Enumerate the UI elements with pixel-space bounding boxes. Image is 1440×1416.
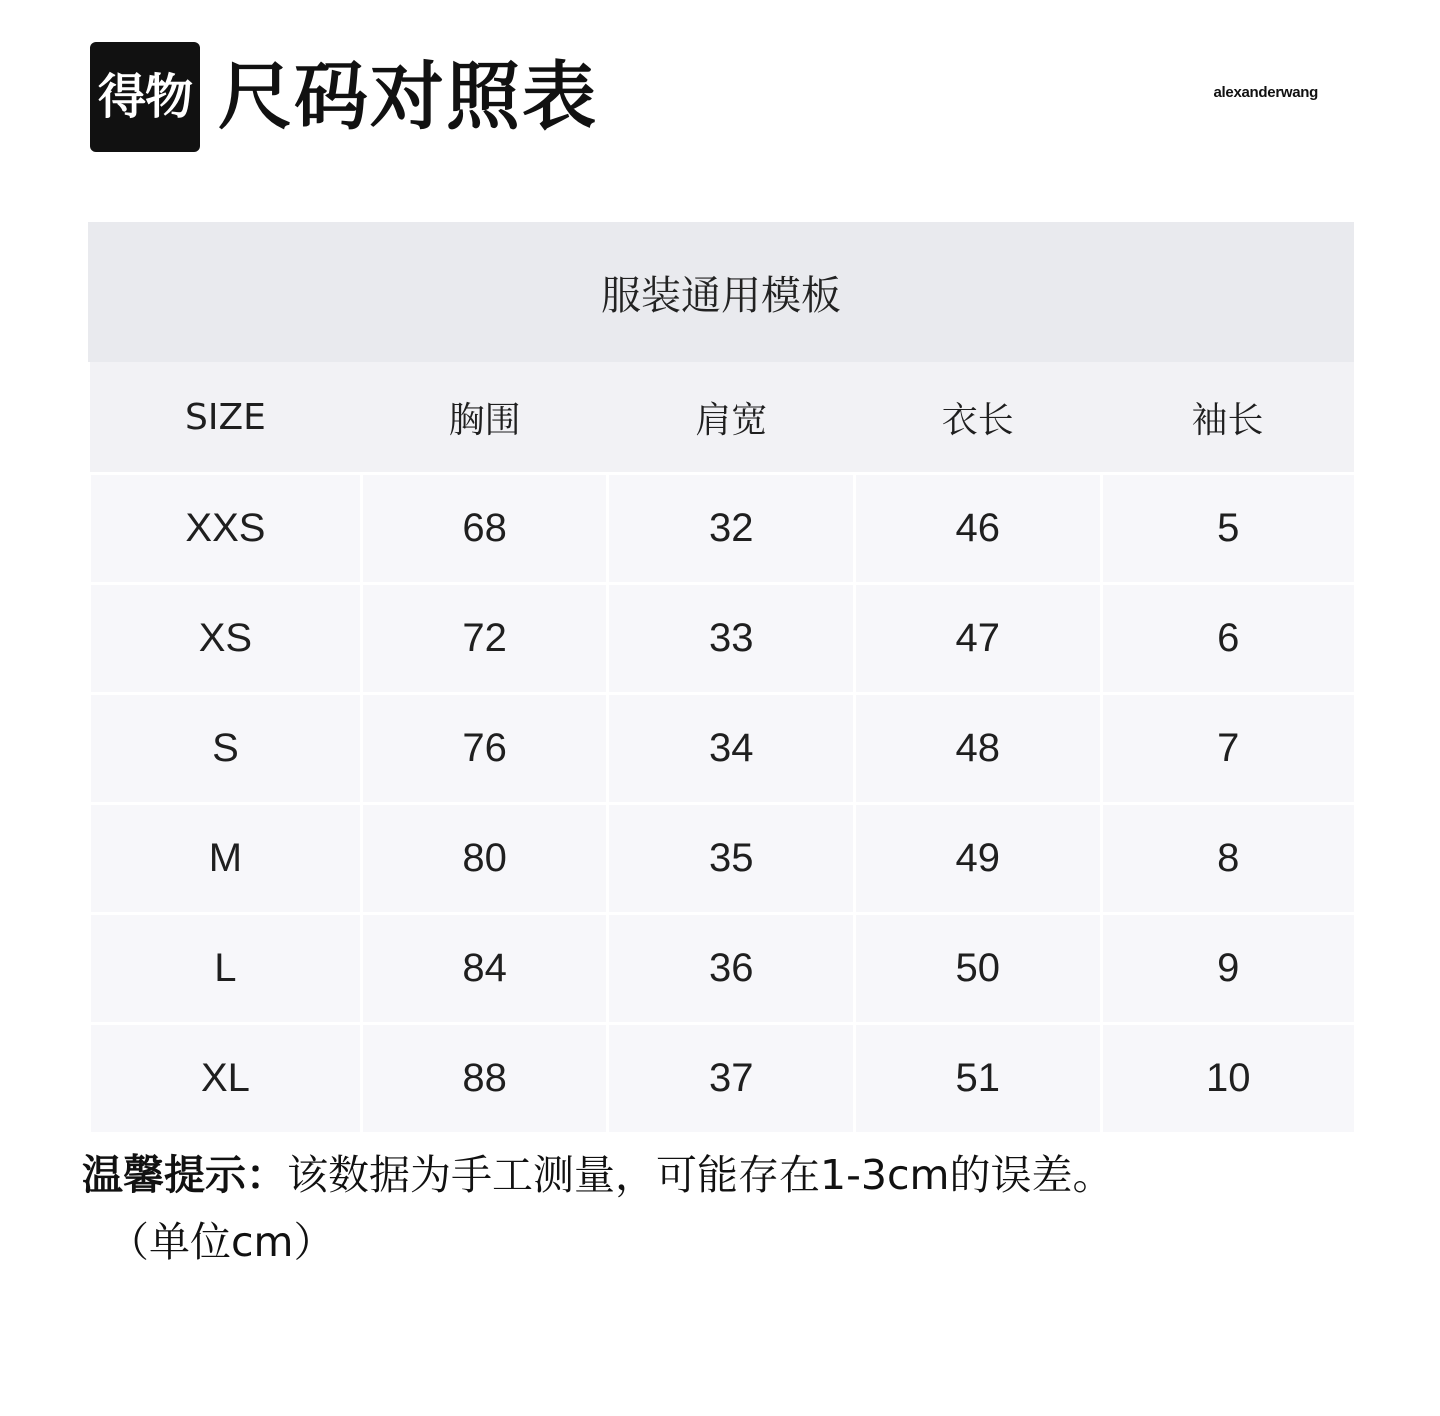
table-row: [90, 474, 1355, 584]
cell-bust: 72: [361, 584, 608, 694]
cell-size: XS: [90, 584, 362, 694]
page-header: [0, 22, 1440, 172]
cell-size: L: [90, 914, 362, 1024]
cell-bust: 80: [361, 804, 608, 914]
table-body: [90, 474, 1355, 1133]
column-header-size: SIZE: [90, 362, 362, 474]
notes-section: [82, 1148, 1372, 1271]
brand-badge: [90, 42, 200, 152]
tip-label: 温馨提示：: [82, 1151, 287, 1199]
cell-size: XL: [90, 1024, 362, 1133]
cell-length: 49: [854, 804, 1101, 914]
table-row: [90, 694, 1355, 804]
cell-shoulder: 33: [608, 584, 855, 694]
tip-text: 该数据为手工测量，可能存在1-3cm的误差。: [287, 1151, 1114, 1199]
cell-length: 48: [854, 694, 1101, 804]
cell-length: 51: [854, 1024, 1101, 1133]
cell-sleeve: 5: [1101, 474, 1354, 584]
cell-shoulder: 37: [608, 1024, 855, 1133]
column-header-shoulder: 肩宽: [608, 362, 855, 474]
cell-shoulder: 36: [608, 914, 855, 1024]
table-row: [90, 804, 1355, 914]
brand-logo-text: alexanderwang: [1213, 84, 1318, 101]
cell-sleeve: 9: [1101, 914, 1354, 1024]
cell-bust: 68: [361, 474, 608, 584]
cell-sleeve: 6: [1101, 584, 1354, 694]
table-row: [90, 914, 1355, 1024]
cell-shoulder: 35: [608, 804, 855, 914]
table-row: [90, 1024, 1355, 1133]
table-header-row: [90, 362, 1355, 474]
cell-shoulder: 34: [608, 694, 855, 804]
table-row: [90, 584, 1355, 694]
cell-size: S: [90, 694, 362, 804]
cell-shoulder: 32: [608, 474, 855, 584]
table-head: [90, 362, 1355, 474]
cell-bust: 88: [361, 1024, 608, 1133]
cell-length: 46: [854, 474, 1101, 584]
column-header-bust: 胸围: [361, 362, 608, 474]
size-table-container: [88, 222, 1354, 1132]
cell-bust: 76: [361, 694, 608, 804]
size-table: [88, 362, 1354, 1132]
cell-sleeve: 7: [1101, 694, 1354, 804]
cell-length: 47: [854, 584, 1101, 694]
brand-badge-label: 得物: [97, 69, 192, 125]
cell-bust: 84: [361, 914, 608, 1024]
unit-note: （单位cm）: [108, 1218, 335, 1267]
cell-sleeve: 10: [1101, 1024, 1354, 1133]
cell-sleeve: 8: [1101, 804, 1354, 914]
tip-line: [82, 1148, 1372, 1203]
cell-size: M: [90, 804, 362, 914]
cell-length: 50: [854, 914, 1101, 1024]
table-caption: 服装通用模板: [88, 222, 1354, 362]
cell-size: XXS: [90, 474, 362, 584]
column-header-sleeve: 袖长: [1101, 362, 1354, 474]
column-header-length: 衣长: [854, 362, 1101, 474]
page-title: 尺码对照表: [218, 54, 598, 140]
